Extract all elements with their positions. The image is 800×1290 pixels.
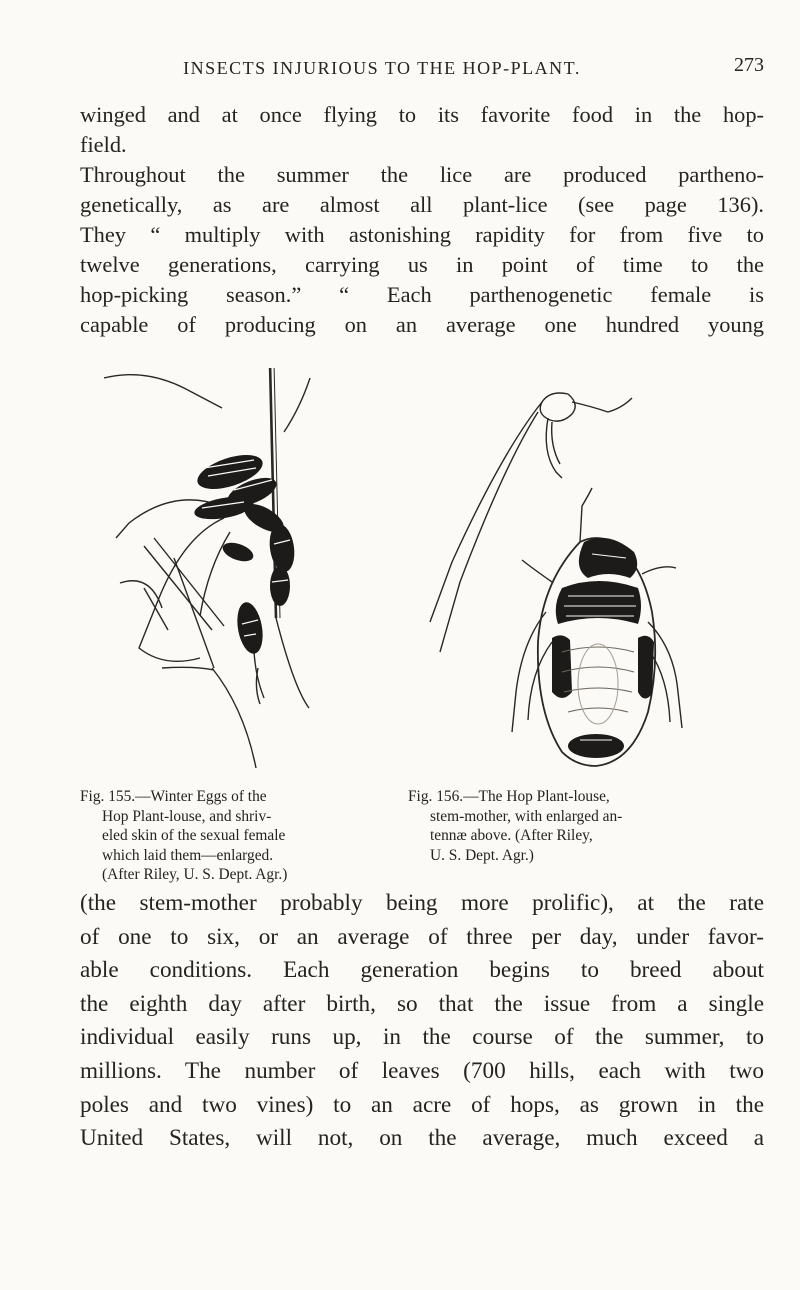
text-line: the eighth day after birth, so that the issue from a single bbox=[80, 990, 764, 1017]
text-line: individual easily runs up, in the course of the summer, to bbox=[80, 1024, 764, 1051]
text-line: able conditions. Each generation begins to breed about bbox=[80, 957, 764, 984]
text-line: They “ multiply with astonishing rapidity for from five to bbox=[80, 222, 764, 247]
caption-line: tennæ above. (After Riley, bbox=[430, 827, 593, 845]
text-line: Throughout the summer the lice are produced partheno- bbox=[80, 162, 764, 187]
caption-line: Fig. 156.—The Hop Plant-louse, bbox=[408, 788, 610, 805]
text-line: hop-picking season.” “ Each parthenogenetic female is bbox=[80, 282, 764, 307]
text-line: poles and two vines) to an acre of hops, as grown in the bbox=[80, 1091, 764, 1118]
text-line: millions. The number of leaves (700 hills, each with two bbox=[80, 1057, 764, 1084]
figure-155-caption bbox=[80, 787, 402, 885]
caption-line: Fig. 155.—Winter Eggs of the bbox=[80, 788, 267, 805]
winter-eggs-engraving bbox=[104, 368, 346, 768]
text-line: genetically, as are almost all plant-lice (see page 136). bbox=[80, 192, 764, 217]
text-line: of one to six, or an average of three per day, under favor- bbox=[80, 923, 764, 950]
stem-mother-engraving bbox=[412, 392, 692, 772]
figure-156-illustration bbox=[412, 392, 692, 772]
caption-line: (After Riley, U. S. Dept. Agr.) bbox=[102, 866, 288, 884]
text-line: capable of producing on an average one hundred young bbox=[80, 312, 764, 337]
paragraph-bottom bbox=[80, 887, 764, 1156]
text-line: (the stem-mother probably being more prolific), at the rate bbox=[80, 890, 764, 916]
text-line: field. bbox=[80, 132, 127, 157]
caption-line: U. S. Dept. Agr.) bbox=[430, 846, 534, 864]
caption-line: eled skin of the sexual female bbox=[102, 827, 286, 845]
text-line: United States, will not, on the average, much exceed a bbox=[80, 1125, 764, 1152]
figure-155-illustration bbox=[104, 368, 346, 768]
caption-line: stem-mother, with enlarged an- bbox=[430, 807, 623, 825]
text-line: winged and at once flying to its favorite food in the hop- bbox=[80, 102, 764, 127]
caption-line: which laid them—enlarged. bbox=[102, 846, 274, 864]
paragraph-top bbox=[80, 100, 764, 340]
caption-line: Hop Plant-louse, and shriv- bbox=[102, 807, 272, 825]
text-line: twelve generations, carrying us in point of time to the bbox=[80, 252, 764, 277]
figure-156-caption bbox=[408, 787, 730, 865]
running-head: INSECTS INJURIOUS TO THE HOP-PLANT. bbox=[183, 58, 581, 78]
page-number: 273 bbox=[734, 54, 764, 76]
